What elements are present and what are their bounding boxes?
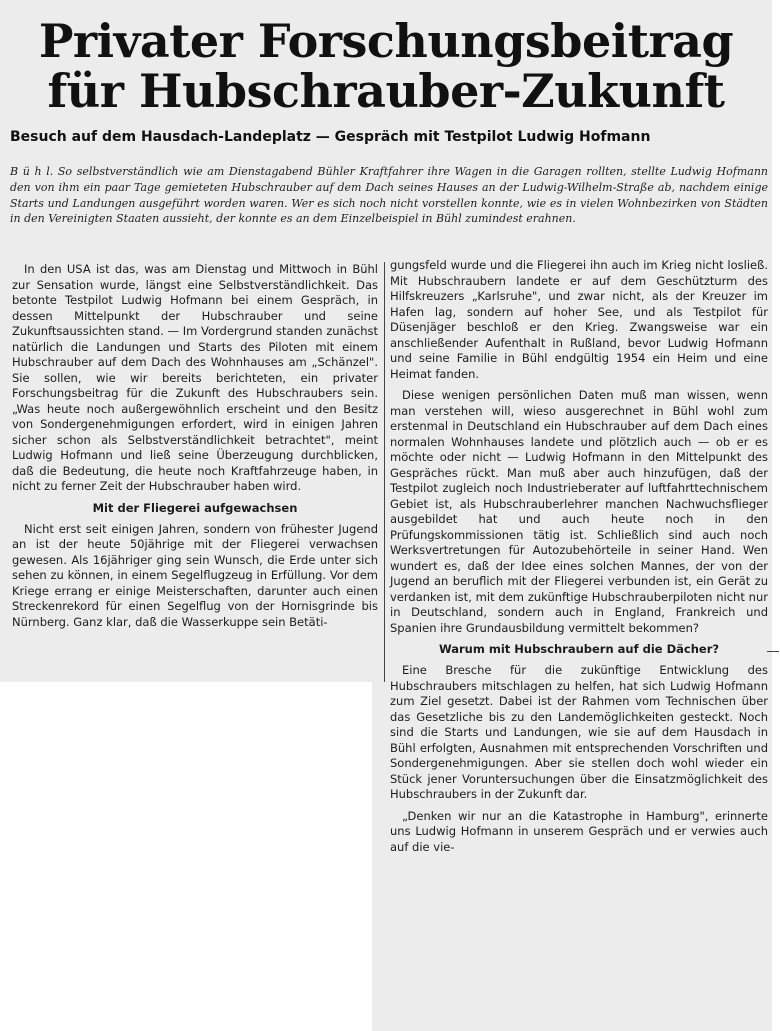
paragraph: Eine Bresche für die zukünftige Entwicklung des Hubschraubers mitschlagen zu helfen, hat sich Ludwig Hofmann zum Ziel gesetzt. Dabei ist der Rahmen vom Technischen über das Gesetzliche bis zu den Landemöglichkeiten gesteckt. Noch sind die Starts und Landungen, wie sie auf dem Hausdach in Bühl erfolgten, Ausnahmen mit entsprechenden Vorschriften und Sondergenehmigungen. Aber sie stellen doch wohl wieder ein Stück jener Voruntersuchungen über die Einsatzmöglichkeit des Hubschraubers in der Zukunft dar. <box>390 663 768 801</box>
paragraph: „Denken wir nur an die Katastrophe in Hamburg", erinnerte uns Ludwig Hofmann in unserem Gespräch und er verwies auch auf die vie- <box>390 808 768 854</box>
paragraph: Diese wenigen persönlichen Daten muß man wissen, wenn man verstehen will, wieso ausgerechnet in Bühl wohl zum erstenmal in Deutschland ein Hubschrauber auf dem Dach eines normalen Wohnhauses landete und plötzlich auch — ob er es möchte oder nicht — Ludwig Hofmann in den Mittelpunkt des Gespräches rückt. Man muß aber auch hinzufügen, daß der Testpilot zugleich noch Industrieberater auf luftfahrttechnischem Gebiet ist, als Hubschrauberlehrer manchen Nachwuchsflieger ausgebildet hat und auch heute noch in den Prüfungskommissionen tätig ist. Schließlich sind auch noch Werksvertretungen für Autozubehörteile in seiner Hand. Wen wundert es, daß der Idee eines solchen Mannes, der von der Jugend an beruflich mit der Fliegerei verbunden ist, ein Gerät zu verdanken ist, mit dem zukünftige Hubschrauberpiloten nicht nur in Deutschland, sondern auch in England, Frankreich und Spanien ihre Grundausbildung vermittelt bekommen? <box>390 388 768 635</box>
section-heading: Warum mit Hubschraubern auf die Dächer? <box>438 642 720 656</box>
left-column <box>12 262 378 630</box>
section-heading: Mit der Fliegerei aufgewachsen <box>92 500 298 515</box>
paragraph: In den USA ist das, was am Dienstag und Mittwoch in Bühl zur Sensation wurde, längst eine Selbstverständlichkeit. Das betonte Testpilot Ludwig Hofmann bei einem Gespräch, in dessen Mittelpunkt der Hubschrauber und seine Zukunftsaussichten stand. — Im Vordergrund standen zunächst natürlich die Landungen und Starts des Piloten mit einem Hubschrauber auf dem Dach des Wohnhauses am „Schänzel". Sie sollen, wie wir bereits berichteten, ein privater Forschungsbeitrag für die Zukunft des Hubschraubers sein. „Was heute noch außergewöhnlich erscheint und den Besitz von Sondergenehmigungen erfordert, wird in einigen Jahren sicher schon als Selbstverständlichkeit betrachtet", meint Ludwig Hofmann und ließ seine Überzeugung durchblicken, daß die Bedeutung, die heute noch Kraftfahrzeuge haben, in nicht zu ferner Zeit der Hubschrauber haben wird. <box>12 262 378 493</box>
subheadline: Besuch auf dem Hausdach-Landeplatz — Gespräch mit Testpilot Ludwig Hofmann <box>10 129 651 145</box>
blank-area <box>0 682 372 1031</box>
headline-line-1: Privater Forschungsbeitrag <box>38 14 734 68</box>
margin-mark <box>767 651 779 652</box>
right-column <box>390 258 768 855</box>
headline <box>0 16 772 116</box>
headline-line-2: für Hubschrauber-Zukunft <box>47 64 725 118</box>
column-divider <box>384 262 385 682</box>
lead-paragraph: B ü h l. So selbstverständlich wie am Dienstagabend Bühler Kraftfahrer ihre Wagen in die Garagen rollten, stellte Ludwig Hofmann den von ihm ein paar Tage gemieteten Hubschrauber auf dem Dach seines Hauses an der Ludwig-Wilhelm-Straße ab, nachdem einige Starts und Landungen ausgeführt worden waren. Wer es sich noch nicht vorstellen konnte, wie es in vielen Wohnbezirken von Städten in den Vereinigten Staaten aussieht, der konnte es an dem Einzelbeispiel in Bühl zumindest erahnen. <box>10 165 768 226</box>
paragraph: Nicht erst seit einigen Jahren, sondern von frühester Jugend an ist der heute 50jährige mit der Fliegerei verwachsen gewesen. Als 16jähriger ging sein Wunsch, die Erde unter sich sehen zu können, in einem Segelflugzeug in Erfüllung. Vor dem Kriege errang er einige Meisterschaften, darunter auch einen Streckenrekord für einen Segelflug von der Hornisgrinde bis Nürnberg. Ganz klar, daß die Wasserkuppe sein Betäti- <box>12 521 378 629</box>
paragraph: gungsfeld wurde und die Fliegerei ihn auch im Krieg nicht losließ. Mit Hubschraubern landete er auf dem Geschützturm des Hilfskreuzers „Karlsruhe", und zwar nicht, als der Kreuzer im Hafen lag, sondern auf hoher See, und als Testpilot für Düsenjäger beschloß er den Krieg. Zwangsweise war ein anschließender Aufenthalt in Rußland, bevor Ludwig Hofmann und seine Familie in Bühl endgültig 1954 ein Heim und eine Heimat fanden. <box>390 258 768 381</box>
